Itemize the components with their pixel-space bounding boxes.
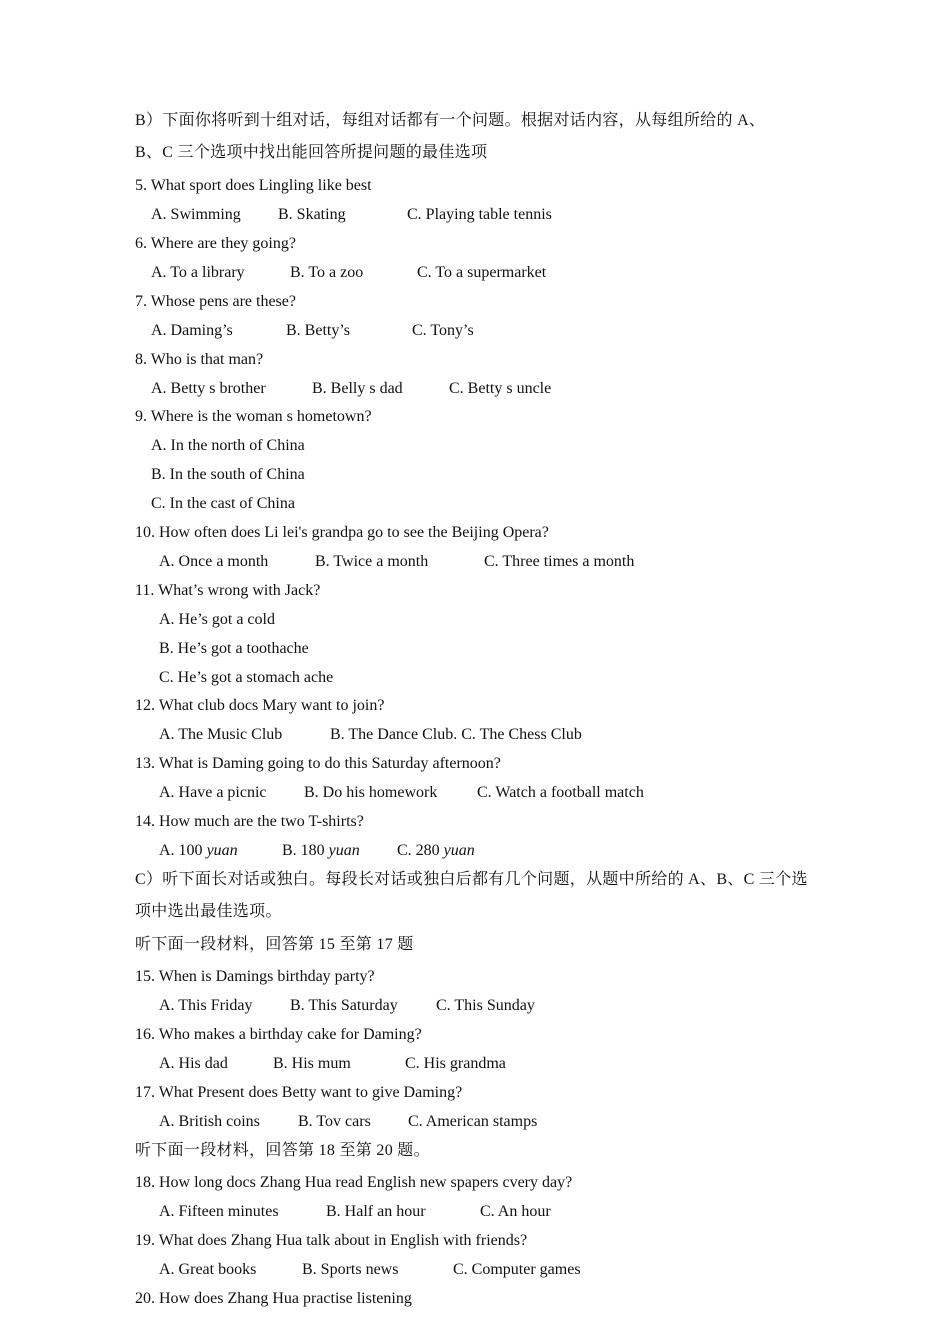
q11-option-a: A. He’s got a cold [159, 611, 275, 628]
section-c-intro-line1: C）听下面长对话或独白。每段长对话或独白后都有几个问题，从题中所给的 A、B、C 三个选 [135, 871, 808, 888]
q6-option-b: B. To a zoo [290, 264, 364, 281]
q9-option-c: C. In the cast of China [151, 495, 295, 512]
section-b-intro-line2: B、C 三个选项中找出能回答所提问题的最佳选项 [135, 144, 488, 161]
q13-option-c: C. Watch a football match [477, 784, 644, 801]
question-8: 8. Who is that man? [135, 351, 264, 368]
q17-option-b: B. Tov cars [298, 1113, 371, 1130]
section-b-intro-line1: B）下面你将听到十组对话，每组对话都有一个问题。根据对话内容，从每组所给的 A、 [135, 112, 766, 129]
question-14: 14. How much are the two T-shirts? [135, 813, 364, 830]
q8-option-a: A. Betty s brother [151, 380, 266, 397]
q14-option-b [282, 841, 360, 861]
question-20: 20. How does Zhang Hua practise listening [135, 1290, 412, 1307]
q18-option-b: B. Half an hour [326, 1203, 426, 1220]
q13-option-a: A. Have a picnic [159, 784, 267, 801]
q14-option-a [159, 841, 238, 861]
q10-option-b: B. Twice a month [315, 553, 429, 570]
question-18: 18. How long docs Zhang Hua read English new spapers cvery day? [135, 1174, 573, 1191]
q5-option-b: B. Skating [278, 206, 346, 223]
q5-option-c: C. Playing table tennis [407, 206, 552, 223]
q18-option-c: C. An hour [480, 1203, 551, 1220]
question-12: 12. What club docs Mary want to join? [135, 697, 385, 714]
q16-option-c: C. His grandma [405, 1055, 506, 1072]
question-13: 13. What is Daming going to do this Saturday afternoon? [135, 755, 501, 772]
q17-option-c: C. American stamps [408, 1113, 538, 1130]
q14-option-a-text: A. 100 [159, 842, 203, 859]
q9-option-b: B. In the south of China [151, 466, 305, 483]
question-11: 11. What’s wrong with Jack? [135, 582, 321, 599]
section-c-group1-heading: 听下面一段材料，回答第 15 至第 17 题 [135, 936, 414, 953]
q16-option-a: A. His dad [159, 1055, 228, 1072]
q11-option-c: C. He’s got a stomach ache [159, 669, 334, 686]
q14-option-c [397, 841, 475, 861]
section-c-intro-line2: 项中选出最佳选项。 [135, 903, 282, 920]
q5-option-a: A. Swimming [151, 206, 241, 223]
q7-option-a: A. Daming’s [151, 322, 233, 339]
q13-option-b: B. Do his homework [304, 784, 438, 801]
q19-option-c: C. Computer games [453, 1261, 581, 1278]
q12-option-a: A. The Music Club [159, 726, 283, 743]
q14-option-b-text: B. 180 [282, 842, 325, 859]
question-17: 17. What Present does Betty want to give Daming? [135, 1084, 463, 1101]
q14-option-b-unit: yuan [328, 842, 360, 859]
q18-option-a: A. Fifteen minutes [159, 1203, 279, 1220]
q16-option-b: B. His mum [273, 1055, 351, 1072]
q7-option-b: B. Betty’s [286, 322, 351, 339]
question-19: 19. What does Zhang Hua talk about in English with friends? [135, 1232, 528, 1249]
q6-option-c: C. To a supermarket [417, 264, 547, 281]
question-10: 10. How often does Li lei's grandpa go to see the Beijing Opera? [135, 524, 549, 541]
q14-option-c-text: C. 280 [397, 842, 440, 859]
section-c-group2-heading: 听下面一段材料，回答第 18 至第 20 题。 [135, 1142, 430, 1159]
q10-option-a: A. Once a month [159, 553, 269, 570]
q15-option-b: B. This Saturday [290, 997, 398, 1014]
q19-option-a: A. Great books [159, 1261, 257, 1278]
q15-option-a: A. This Friday [159, 997, 253, 1014]
q8-option-c: C. Betty s uncle [449, 380, 552, 397]
question-15: 15. When is Damings birthday party? [135, 968, 375, 985]
q19-option-b: B. Sports news [302, 1261, 399, 1278]
q15-option-c: C. This Sunday [436, 997, 535, 1014]
q14-option-a-unit: yuan [206, 842, 238, 859]
q14-option-c-unit: yuan [443, 842, 475, 859]
q10-option-c: C. Three times a month [484, 553, 635, 570]
q9-option-a: A. In the north of China [151, 437, 305, 454]
question-16: 16. Who makes a birthday cake for Daming? [135, 1026, 422, 1043]
q11-option-b: B. He’s got a toothache [159, 640, 309, 657]
question-5: 5. What sport does Lingling like best [135, 177, 372, 194]
q8-option-b: B. Belly s dad [312, 380, 403, 397]
question-7: 7. Whose pens are these? [135, 293, 296, 310]
q7-option-c: C. Tony’s [412, 322, 474, 339]
question-6: 6. Where are they going? [135, 235, 296, 252]
q12-option-bc: B. The Dance Club. C. The Chess Club [330, 726, 582, 743]
q17-option-a: A. British coins [159, 1113, 260, 1130]
q6-option-a: A. To a library [151, 264, 245, 281]
question-9: 9. Where is the woman s hometown? [135, 408, 372, 425]
